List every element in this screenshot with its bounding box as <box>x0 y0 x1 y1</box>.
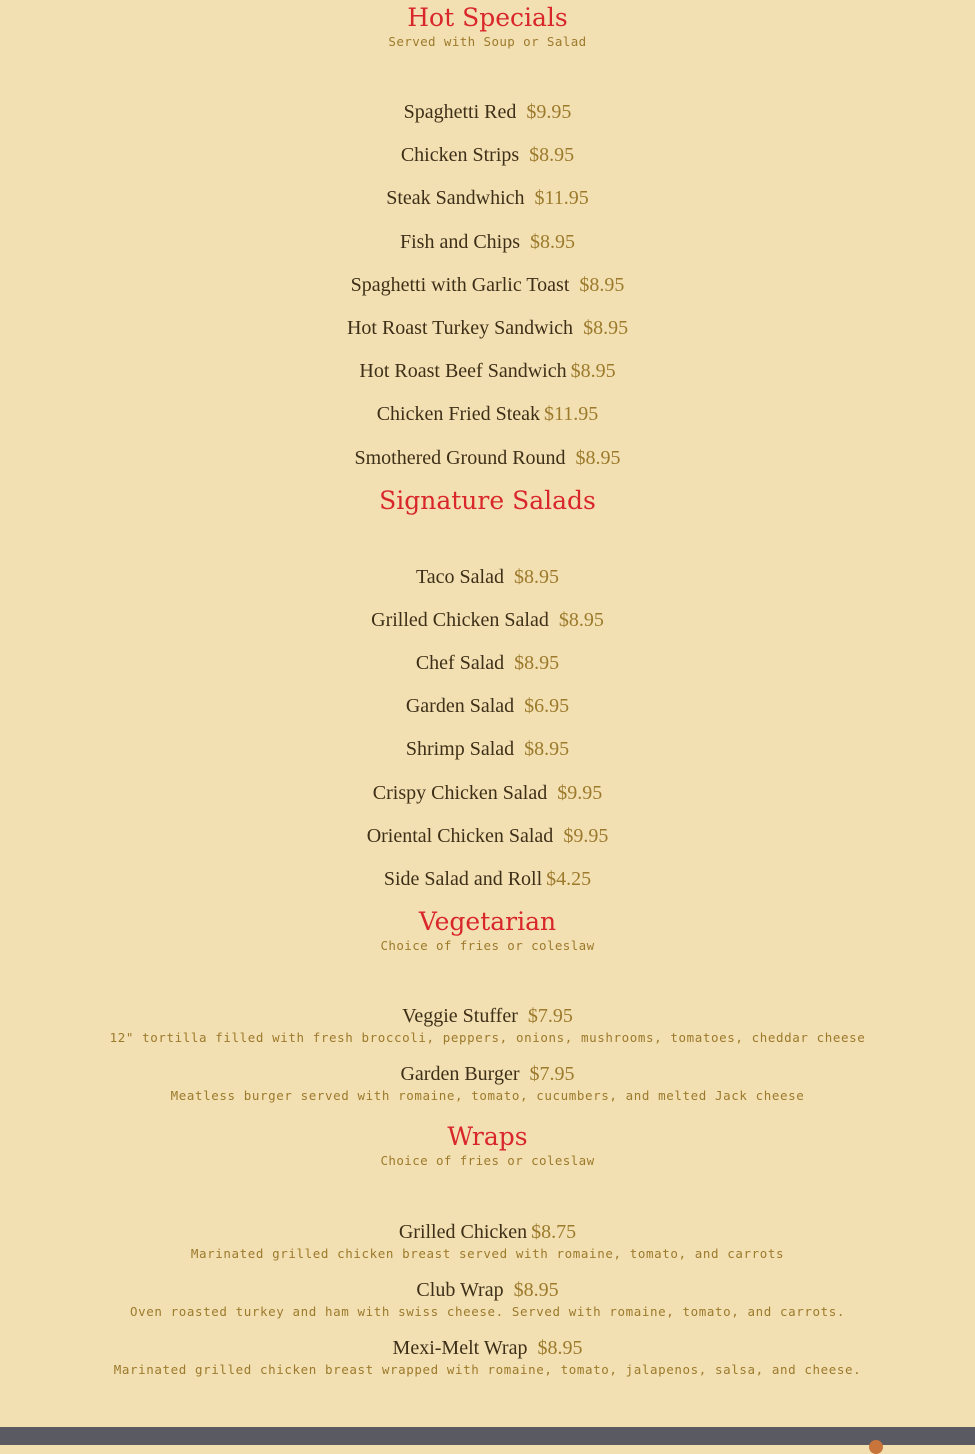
section-hot-specials <box>0 0 975 480</box>
item-price: $7.95 <box>529 1063 575 1086</box>
menu-item <box>0 815 975 858</box>
item-price: $11.95 <box>534 187 589 210</box>
menu-item <box>0 393 975 436</box>
item-price: $8.95 <box>514 565 559 588</box>
section-subtitle: Choice of fries or coleslaw <box>380 938 595 954</box>
menu-item <box>0 728 975 771</box>
item-price: $9.95 <box>557 781 603 804</box>
item-name: Veggie Stuffer <box>402 1005 518 1028</box>
section-subtitle: Choice of fries or coleslaw <box>380 1153 595 1169</box>
item-price: $7.95 <box>527 1005 573 1028</box>
item-name: Steak Sandwhich <box>386 187 525 210</box>
item-name: Oriental Chicken Salad <box>366 824 554 847</box>
item-name: Crispy Chicken Salad <box>372 781 548 804</box>
menu-item <box>0 437 975 480</box>
item-description: Oven roasted turkey and ham with swiss cheese. Served with romaine, tomato, and carrots. <box>129 1304 846 1320</box>
item-price: $8.95 <box>514 652 560 675</box>
section-subtitle: Served with Soup or Salad <box>388 34 587 49</box>
item-price: $6.95 <box>524 695 570 718</box>
item-name: Garden Salad <box>405 695 515 718</box>
item-price: $8.95 <box>513 1279 559 1302</box>
menu-item <box>0 858 975 901</box>
footer-bar <box>0 1427 975 1445</box>
item-name: Spaghetti with Garlic Toast <box>350 273 570 296</box>
item-price: $11.95 <box>544 403 599 426</box>
menu-item <box>0 556 975 599</box>
menu-item <box>0 177 975 220</box>
item-name: Spaghetti Red <box>403 101 517 123</box>
menu-item <box>0 350 975 393</box>
menu-item <box>0 1060 975 1118</box>
menu-item <box>0 1276 975 1334</box>
item-price: $8.95 <box>530 230 576 253</box>
menu-item <box>0 1002 975 1060</box>
item-name: Hot Roast Beef Sandwich <box>359 360 567 383</box>
section-wraps <box>0 1118 975 1392</box>
item-name: Grilled Chicken Salad <box>371 608 549 631</box>
menu-item <box>0 134 975 177</box>
menu-item <box>0 307 975 350</box>
item-price: $4.25 <box>546 868 592 890</box>
item-name: Grilled Chicken <box>398 1221 528 1244</box>
item-description: Marinated grilled chicken breast served with romaine, tomato, and carrots <box>190 1246 785 1262</box>
item-price: $8.95 <box>537 1337 583 1360</box>
item-price: $8.95 <box>583 316 629 339</box>
menu-item <box>0 91 975 134</box>
item-name: Club Wrap <box>416 1279 504 1302</box>
section-vegetarian <box>0 901 975 1118</box>
item-name: Shrimp Salad <box>405 738 515 761</box>
menu-item <box>0 1334 975 1392</box>
item-name: Taco Salad <box>415 565 504 588</box>
item-name: Chicken Strips <box>400 144 520 167</box>
item-name: Mexi-Melt Wrap <box>392 1337 528 1360</box>
item-name: Side Salad and Roll <box>383 868 543 890</box>
item-description: Marinated grilled chicken breast wrapped with romaine, tomato, jalapenos, salsa, and cheese. <box>113 1362 862 1378</box>
item-price: $8.95 <box>570 360 616 383</box>
item-name: Smothered Ground Round <box>354 446 566 469</box>
item-name: Fish and Chips <box>399 230 521 253</box>
menu-item <box>0 221 975 264</box>
item-price: $8.95 <box>575 446 621 469</box>
menu-item <box>0 685 975 728</box>
section-signature-salads <box>0 480 975 902</box>
item-name: Chicken Fried Steak <box>376 403 541 426</box>
footer-badge[interactable] <box>869 1440 883 1454</box>
section-title: Vegetarian <box>418 907 557 937</box>
menu-item <box>0 1218 975 1276</box>
section-title: Wraps <box>447 1122 528 1152</box>
item-price: $8.95 <box>579 273 625 296</box>
item-name: Hot Roast Turkey Sandwich <box>346 316 574 339</box>
item-description: Meatless burger served with romaine, tomato, cucumbers, and melted Jack cheese <box>170 1088 805 1104</box>
section-title: Signature Salads <box>379 485 596 515</box>
item-price: $9.95 <box>526 101 572 123</box>
menu-item <box>0 642 975 685</box>
section-title: Hot Specials <box>407 3 568 32</box>
menu-item <box>0 772 975 815</box>
item-name: Chef Salad <box>415 652 505 675</box>
item-price: $8.75 <box>531 1221 577 1244</box>
item-description: 12" tortilla filled with fresh broccoli, peppers, onions, mushrooms, tomatoes, cheddar cheese <box>109 1030 866 1046</box>
item-price: $8.95 <box>558 608 604 631</box>
item-name: Garden Burger <box>400 1063 520 1086</box>
item-price: $8.95 <box>524 738 570 761</box>
item-price: $9.95 <box>563 824 609 847</box>
menu-item <box>0 264 975 307</box>
menu-item <box>0 599 975 642</box>
item-price: $8.95 <box>529 144 575 167</box>
